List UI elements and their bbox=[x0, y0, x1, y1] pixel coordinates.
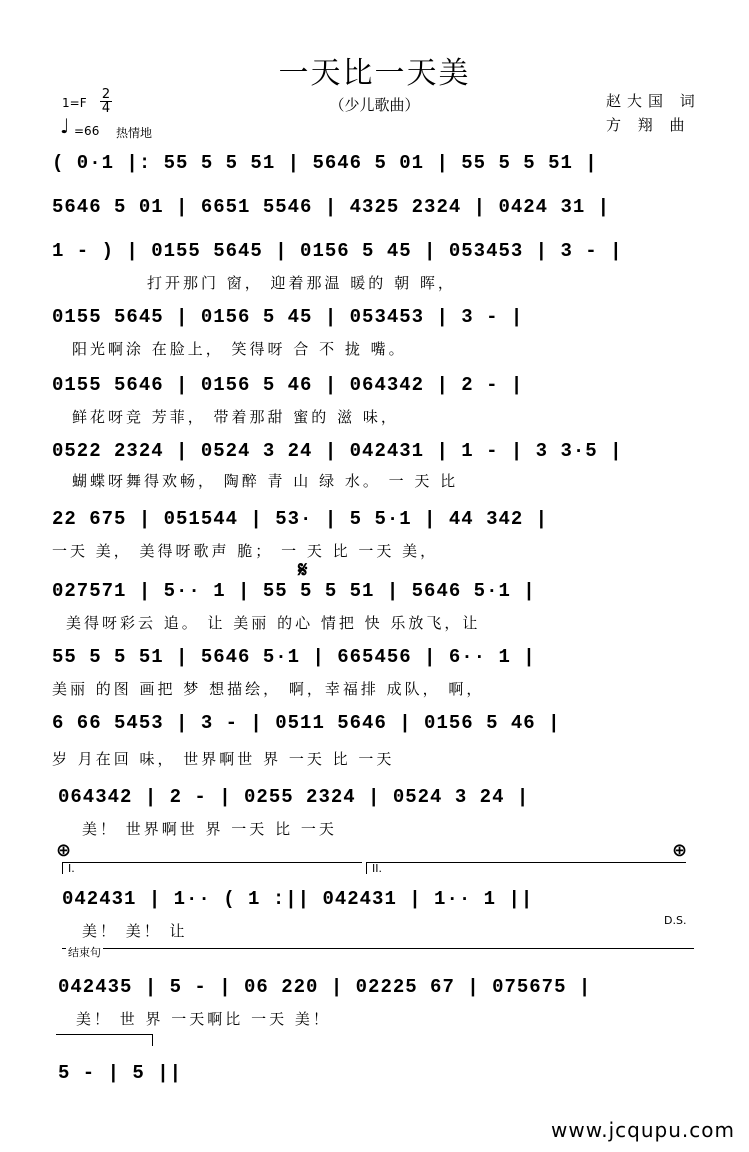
notes-row-7: 22 675 | 051544 | 53· | 5 5·1 | 44 342 | bbox=[52, 508, 549, 530]
key-signature: 1=F bbox=[62, 96, 87, 110]
notes-row-1: ( 0·1 |: 55 5 5 51 | 5646 5 01 | 55 5 5 51 | bbox=[52, 152, 598, 174]
lyrics-row-6: 蝴蝶呀舞得欢畅， 陶醉 青 山 绿 水。 一 天 比 bbox=[72, 472, 459, 490]
song-subtitle: （少儿歌曲） bbox=[329, 96, 420, 114]
notes-row-6: 0522 2324 | 0524 3 24 | 042431 | 1 - | 3 3·5 | bbox=[52, 440, 623, 462]
lyricist: 赵大国 词 bbox=[606, 92, 701, 110]
composer: 方 翔 曲 bbox=[606, 116, 691, 134]
notes-row-5: 0155 5646 | 0156 5 46 | 064342 | 2 - | bbox=[52, 374, 524, 396]
quarter-note-icon: ♩ bbox=[60, 114, 70, 138]
lyrics-row-8: 美得呀彩云 追。 让 美丽 的心 情把 快 乐放飞，让 bbox=[66, 614, 481, 632]
lyrics-row-3: 打开那门 窗， 迎着那温 暖的 朝 晖， bbox=[147, 274, 456, 292]
notes-row-10: 6 66 5453 | 3 - | 0511 5646 | 0156 5 46 | bbox=[52, 712, 561, 734]
volta-1-bracket-edge bbox=[62, 862, 63, 874]
ds-marking: D.S. bbox=[664, 914, 687, 927]
tempo: =66 bbox=[74, 124, 100, 138]
expression: 热情地 bbox=[116, 126, 153, 140]
notes-row-9: 55 5 5 51 | 5646 5·1 | 665456 | 6·· 1 | bbox=[52, 646, 536, 668]
lyrics-row-12: 美！ 美！ 让 bbox=[82, 922, 188, 940]
ending-bracket bbox=[62, 948, 694, 949]
lyrics-row-4: 阳光啊涂 在脸上， 笑得呀 合 不 拢 嘴。 bbox=[72, 340, 407, 358]
lyrics-row-11: 美！ 世界啊世 界 一天 比 一天 bbox=[82, 820, 337, 838]
volta-1-bracket bbox=[62, 862, 362, 863]
time-signature-top: 2 bbox=[101, 87, 111, 102]
volta-2-bracket bbox=[366, 862, 686, 863]
notes-row-14: 5 - | 5 || bbox=[58, 1062, 183, 1084]
lyrics-row-13: 美！ 世 界 一天啊比 一天 美！ bbox=[76, 1010, 331, 1028]
ending-bracket-2-edge bbox=[152, 1034, 153, 1046]
notes-row-13: 042435 | 5 - | 06 220 | 02225 67 | 075675 | bbox=[58, 976, 592, 998]
lyrics-row-10: 岁 月在回 味， 世界啊世 界 一天 比 一天 bbox=[52, 750, 395, 768]
time-signature-bottom: 4 bbox=[101, 101, 111, 116]
ending-bracket-2 bbox=[56, 1034, 152, 1035]
notes-row-8: 027571 | 5·· 1 | 55 5 5 51 | 5646 5·1 | bbox=[52, 580, 536, 602]
ending-label: 结束句 bbox=[68, 946, 101, 959]
segno-icon: 𝄋 bbox=[298, 558, 308, 583]
watermark: www.jcqupu.com bbox=[551, 1118, 735, 1142]
notes-row-4: 0155 5645 | 0156 5 45 | 053453 | 3 - | bbox=[52, 306, 524, 328]
lyrics-row-5: 鲜花呀竞 芳菲， 带着那甜 蜜的 滋 味， bbox=[72, 408, 399, 426]
song-title: 一天比一天美 bbox=[278, 56, 471, 91]
coda-icon: ⊕ bbox=[56, 840, 72, 861]
volta-1-label: I. bbox=[68, 862, 75, 875]
notes-row-12: 042431 | 1·· ( 1 :|| 042431 | 1·· 1 || bbox=[62, 888, 534, 910]
notes-row-11: 064342 | 2 - | 0255 2324 | 0524 3 24 | bbox=[58, 786, 530, 808]
lyrics-row-7: 一天 美， 美得呀歌声 脆； 一 天 比 一天 美， bbox=[52, 542, 439, 560]
volta-2-label: II. bbox=[372, 862, 382, 875]
lyrics-row-9: 美丽 的图 画把 梦 想描绘， 啊，幸福排 成队， 啊， bbox=[52, 680, 485, 698]
volta-2-bracket-edge bbox=[366, 862, 367, 874]
coda-icon: ⊕ bbox=[672, 840, 688, 861]
notes-row-3: 1 - ) | 0155 5645 | 0156 5 45 | 053453 | 3 - | bbox=[52, 240, 623, 262]
notes-row-2: 5646 5 01 | 6651 5546 | 4325 2324 | 0424 31 | bbox=[52, 196, 611, 218]
